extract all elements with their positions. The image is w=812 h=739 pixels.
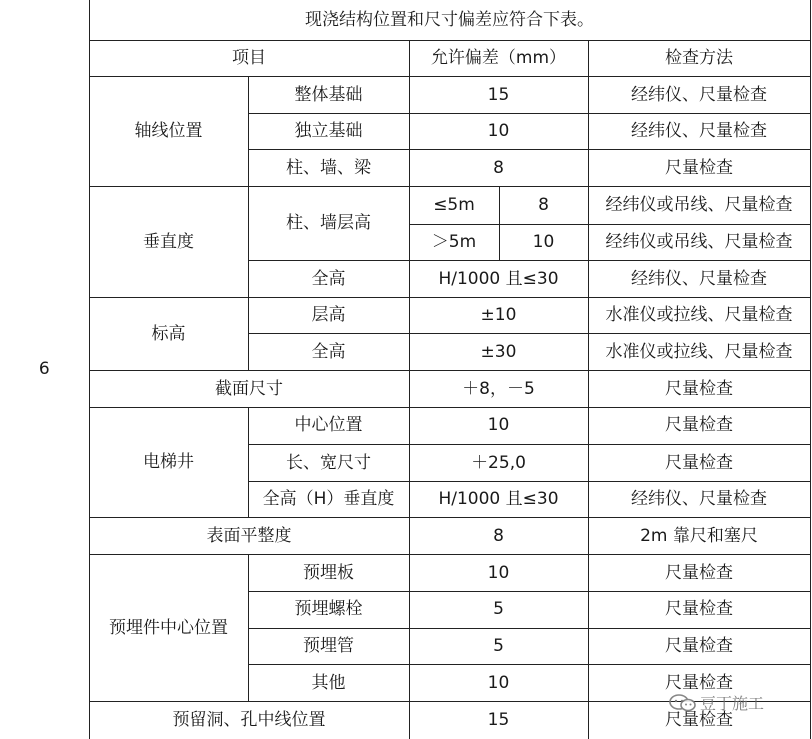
condition-cell: ≤5m [409,187,499,224]
tolerance-cell: H/1000 且≤30 [409,481,588,517]
item-cell: 长、宽尺寸 [248,444,409,481]
tolerance-cell: 15 [409,76,588,113]
method-cell: 经纬仪、尺量检查 [588,114,810,150]
tolerance-cell: 10 [499,224,588,260]
method-cell: 尺量检查 [588,664,810,701]
watermark [668,691,764,714]
method-cell: 水准仪或拉线、尺量检查 [588,334,810,371]
tolerance-cell: H/1000 且≤30 [409,260,588,297]
group-label-elevator: 电梯井 [89,407,248,518]
item-cell: 层高 [248,298,409,334]
tolerance-cell: ±30 [409,334,588,371]
tolerance-cell: 5 [409,628,588,664]
item-cell: 预埋管 [248,628,409,664]
item-cell: 全高 [248,334,409,371]
group-label-axis: 轴线位置 [89,76,248,187]
item-cell: 整体基础 [248,76,409,113]
header-item: 项目 [89,40,409,76]
method-cell: 经纬仪、尺量检查 [588,481,810,517]
method-cell: 尺量检查 [588,444,810,481]
tolerance-cell: ±10 [409,298,588,334]
group-label-reserved: 预留洞、孔中线位置 [89,702,409,739]
item-cell: 独立基础 [248,114,409,150]
watermark-text: 豆丁施工 [700,694,765,713]
method-cell: 尺量检查 [588,150,810,187]
item-cell: 全高（H）垂直度 [248,481,409,517]
tolerance-cell: 8 [409,150,588,187]
header-tolerance: 允许偏差（mm） [409,40,588,76]
header-method: 检查方法 [588,40,810,76]
item-cell: 其他 [248,664,409,701]
method-cell: 经纬仪、尺量检查 [588,260,810,297]
tolerance-cell: 10 [409,407,588,444]
item-cell: 全高 [248,260,409,297]
group-label-vertical: 垂直度 [89,187,248,298]
group-label-embedded: 预埋件中心位置 [89,555,248,702]
item-cell: 柱、墙层高 [248,187,409,260]
tolerance-cell: ＋8，－5 [409,371,588,407]
method-cell: 经纬仪、尺量检查 [588,76,810,113]
method-cell: 经纬仪或吊线、尺量检查 [588,224,810,260]
tolerance-cell: 8 [499,187,588,224]
table-title: 现浇结构位置和尺寸偏差应符合下表。 [89,0,810,40]
tolerance-cell: 5 [409,591,588,628]
group-label-elevation: 标高 [89,298,248,371]
method-cell: 2m 靠尺和塞尺 [588,518,810,555]
group-label-flatness: 表面平整度 [89,518,409,555]
method-cell: 经纬仪或吊线、尺量检查 [588,187,810,224]
tolerance-cell: 10 [409,664,588,701]
wechat-icon [668,693,698,713]
item-cell: 预埋板 [248,555,409,591]
tolerance-cell: 10 [409,114,588,150]
group-label-section: 截面尺寸 [89,371,409,407]
method-cell: 尺量检查 [588,555,810,591]
tolerance-cell: ＋25,0 [409,444,588,481]
method-cell: 尺量检查 [588,702,810,739]
tolerance-cell: 10 [409,555,588,591]
tolerance-cell: 8 [409,518,588,555]
condition-cell: ＞5m [409,224,499,260]
method-cell: 水准仪或拉线、尺量检查 [588,298,810,334]
method-cell: 尺量检查 [588,371,810,407]
item-cell: 预埋螺栓 [248,591,409,628]
item-cell: 柱、墙、梁 [248,150,409,187]
method-cell: 尺量检查 [588,407,810,444]
index-cell: 6 [0,0,89,739]
method-cell: 尺量检查 [588,591,810,628]
item-cell: 中心位置 [248,407,409,444]
tolerance-cell: 15 [409,702,588,739]
method-cell: 尺量检查 [588,628,810,664]
